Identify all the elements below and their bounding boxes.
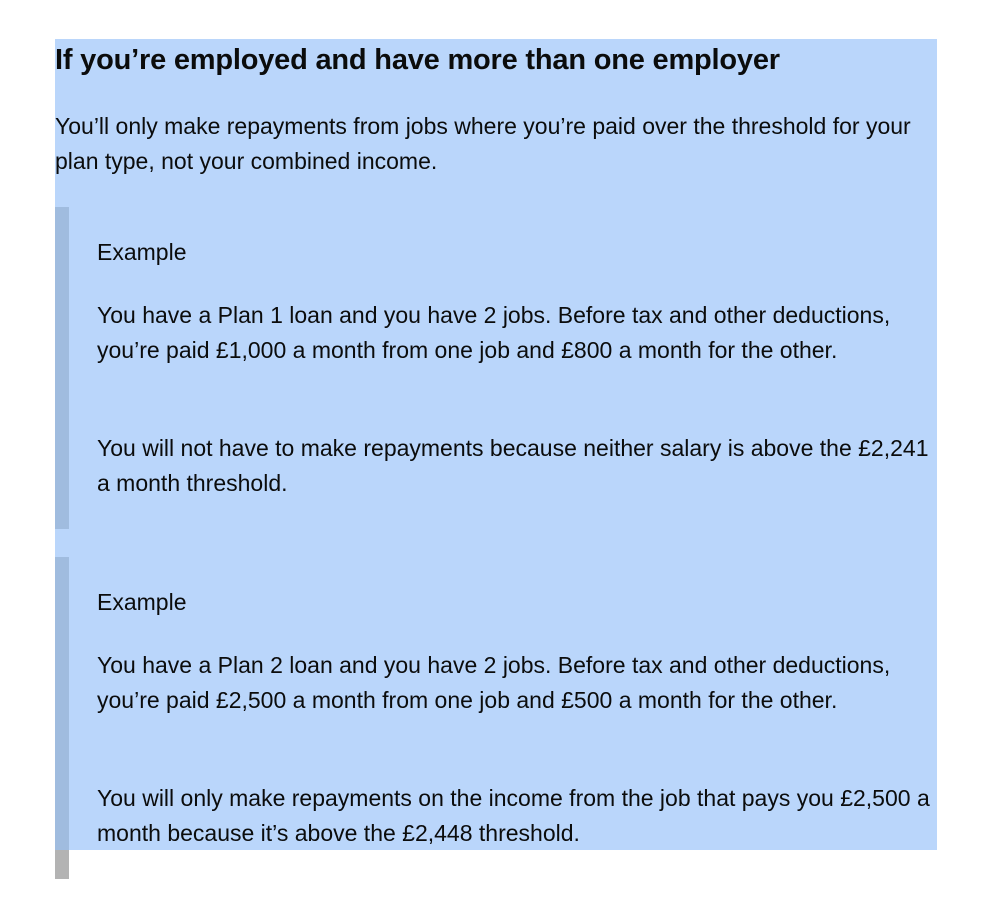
example-paragraph: You have a Plan 2 loan and you have 2 jobs. Before tax and other deductions, you’re paid £2,500 a month from one job and £500 a month for the other.: [97, 652, 891, 713]
example-callout-plan-1: [55, 207, 937, 529]
example-paragraph: You will not have to make repayments because neither salary is above the £2,241 a month threshold.: [97, 435, 929, 496]
example-paragraph: You have a Plan 1 loan and you have 2 jobs. Before tax and other deductions, you’re paid £1,000 a month from one job and £800 a month for the other.: [97, 302, 891, 363]
employer-section: [55, 39, 937, 846]
example-left-border-continuation: [55, 850, 69, 879]
example-left-border: [55, 207, 69, 529]
example-title: Example: [97, 589, 187, 615]
example-left-border: [55, 557, 69, 879]
example-title: Example: [97, 239, 187, 265]
example-paragraph: You will only make repayments on the income from the job that pays you £2,500 a month because it’s above the £2,448 threshold.: [97, 785, 930, 846]
section-intro: You’ll only make repayments from jobs where you’re paid over the threshold for your plan type, not your combined income.: [55, 113, 911, 174]
example-callout-plan-2: [55, 557, 937, 879]
section-heading: If you’re employed and have more than one employer: [55, 44, 780, 76]
